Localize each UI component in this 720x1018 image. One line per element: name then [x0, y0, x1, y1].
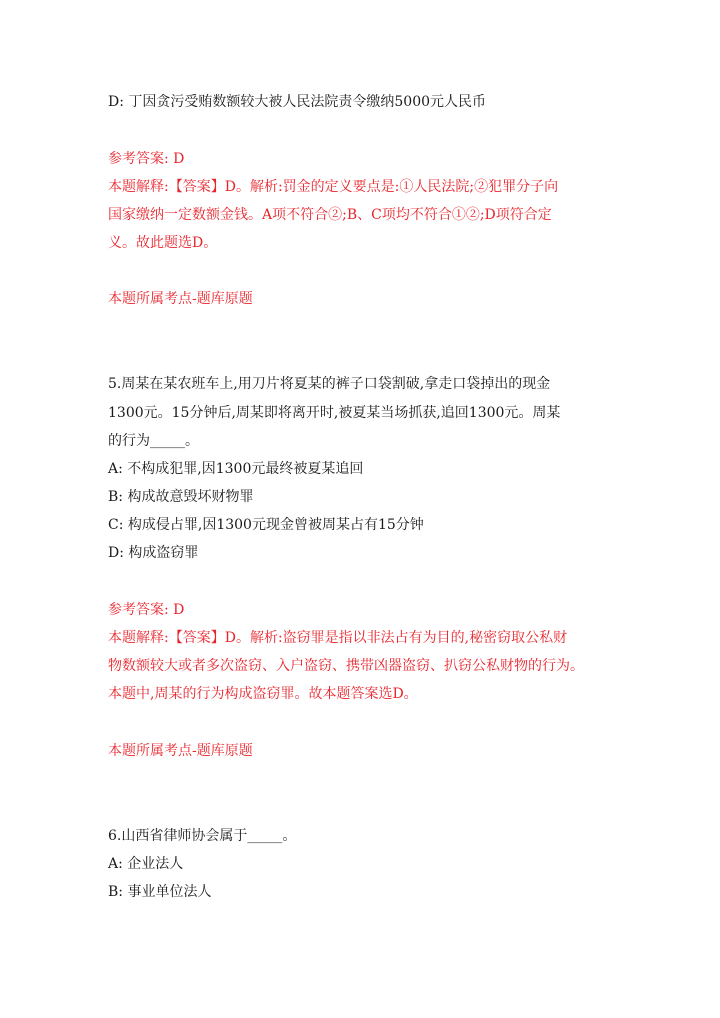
q4-option-d: D: 丁因贪污受贿数额较大被人民法院责令缴纳5000元人民币	[108, 94, 487, 110]
q5-explanation-line-1: 本题解释:【答案】D。解析:盗窃罪是指以非法占有为目的,秘密窃取公私财	[108, 630, 568, 646]
q6-option-a: A: 企业法人	[108, 856, 184, 872]
q4-explanation-line-3: 义。故此题选D。	[108, 235, 218, 251]
q6-question: 6.山西省律师协会属于_____。	[108, 828, 297, 844]
q6-option-b: B: 事业单位法人	[108, 884, 212, 900]
q5-option-a: A: 不构成犯罪,因1300元最终被夏某追回	[108, 461, 364, 477]
q5-explanation-line-3: 本题中,周某的行为构成盗窃罪。故本题答案选D。	[108, 686, 418, 702]
q4-source: 本题所属考点-题库原题	[108, 291, 253, 307]
q5-question-line-1: 5.周某在某农班车上,用刀片将夏某的裤子口袋割破,拿走口袋掉出的现金	[108, 376, 551, 392]
q4-explanation-line-2: 国家缴纳一定数额金钱。A项不符合②;B、C项均不符合①②;D项符合定	[108, 207, 552, 223]
q5-source: 本题所属考点-题库原题	[108, 743, 253, 759]
q5-option-d: D: 构成盗窃罪	[108, 545, 199, 561]
q5-explanation-line-2: 物数额较大或者多次盗窃、入户盗窃、携带凶器盗窃、扒窃公私财物的行为。	[108, 658, 584, 674]
q5-option-b: B: 构成故意毁坏财物罪	[108, 489, 254, 505]
q5-question-line-3: 的行为_____。	[108, 433, 199, 449]
q5-answer: 参考答案: D	[108, 602, 185, 618]
q5-question-line-2: 1300元。15分钟后,周某即将离开时,被夏某当场抓获,追回1300元。周某	[108, 405, 561, 421]
q5-option-c: C: 构成侵占罪,因1300元现金曾被周某占有15分钟	[108, 517, 424, 533]
q4-explanation-line-1: 本题解释:【答案】D。解析:罚金的定义要点是:①人民法院;②犯罪分子向	[108, 179, 559, 195]
q4-answer: 参考答案: D	[108, 151, 185, 167]
